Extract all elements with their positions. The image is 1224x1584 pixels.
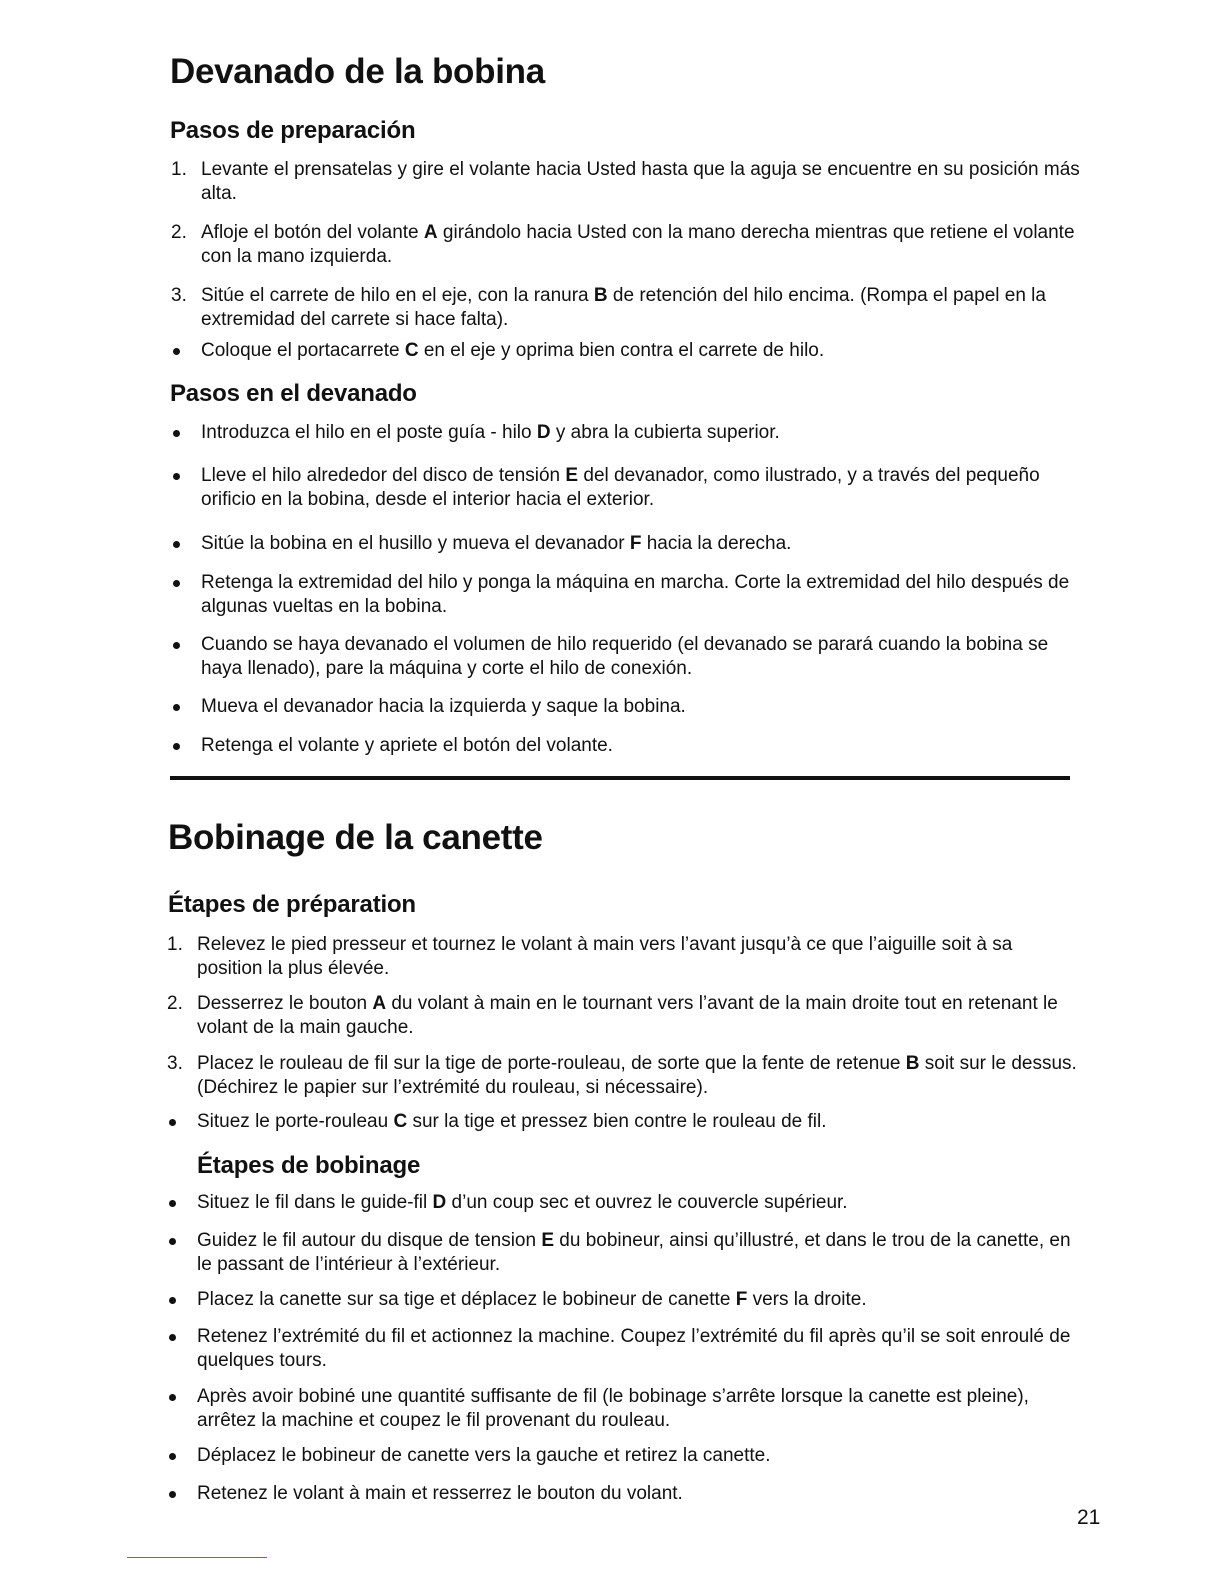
part-label: D	[536, 422, 551, 443]
list-item	[197, 1191, 1077, 1215]
bullet-marker	[173, 430, 180, 437]
list-item	[171, 221, 1081, 269]
item-text: del devanador, como ilustrado, y a través del pequeño orificio en la bobina, desde el interior hacia el exterior.	[201, 465, 1040, 510]
list-item	[197, 1482, 1077, 1506]
list-item	[197, 1288, 1077, 1312]
list-item	[197, 1110, 1077, 1134]
list-item	[201, 532, 1081, 556]
bullet-marker	[173, 348, 180, 355]
list-item	[201, 633, 1081, 681]
item-text: Sitúe la bobina en el husillo y mueva el devanador	[201, 533, 630, 554]
list-item	[201, 571, 1081, 619]
bullet-marker	[173, 580, 180, 587]
list-number: 2.	[171, 222, 187, 243]
bullet-marker	[169, 1119, 176, 1126]
bullet-marker	[169, 1238, 176, 1245]
list-item	[201, 734, 1081, 758]
list-item	[197, 1444, 1077, 1468]
item-text: Placez le rouleau de fil sur la tige de porte-rouleau, de sorte que la fente de retenue	[197, 1053, 906, 1074]
item-text: Retenez l’extrémité du fil et actionnez la machine. Coupez l’extrémité du fil après qu’il se soit enroulé de quelques tours.	[197, 1326, 1071, 1371]
item-text: Retenez le volant à main et resserrez le bouton du volant.	[197, 1483, 683, 1504]
bullet-marker	[173, 473, 180, 480]
section-divider	[170, 776, 1070, 780]
list-item	[167, 1052, 1077, 1100]
item-text: Coloque el portacarrete	[201, 340, 405, 361]
item-text: du volant à main en le tournant vers l’avant de la main droite tout en retenant le volant de la main gauche.	[197, 993, 1058, 1038]
item-text: soit sur le dessus. (Déchirez le papier sur l’extrémité du rouleau, si nécessaire).	[197, 1053, 1077, 1098]
item-text: Retenga el volante y apriete el botón del volante.	[201, 735, 613, 756]
part-label: A	[423, 222, 438, 243]
bullet-marker	[173, 743, 180, 750]
list-number: 2.	[167, 993, 183, 1014]
spanish-prep-heading: Pasos de preparación	[170, 117, 416, 144]
bullet-marker	[169, 1297, 176, 1304]
item-text: en el eje y oprima bien contra el carrete de hilo.	[418, 340, 825, 361]
item-text: Déplacez le bobineur de canette vers la gauche et retirez la canette.	[197, 1445, 771, 1466]
spanish-winding-heading: Pasos en el devanado	[170, 380, 417, 407]
part-label: E	[565, 465, 579, 486]
part-label: C	[393, 1111, 408, 1132]
part-label: D	[432, 1192, 447, 1213]
footer-mark	[127, 1557, 267, 1558]
bullet-marker	[173, 704, 180, 711]
item-text: Desserrez le bouton	[197, 993, 373, 1014]
list-number: 3.	[167, 1053, 183, 1074]
item-text: d’un coup sec et ouvrez le couvercle supérieur.	[446, 1192, 848, 1213]
item-text: y abra la cubierta superior.	[550, 422, 780, 443]
part-label: C	[404, 340, 419, 361]
item-text: Afloje el botón del volante	[201, 222, 424, 243]
item-text: girándolo hacia Usted con la mano derecha mientras que retiene el volante con la mano izquierda.	[201, 222, 1075, 267]
french-winding-heading: Étapes de bobinage	[197, 1152, 421, 1179]
bullet-marker	[173, 642, 180, 649]
item-text: Lleve el hilo alrededor del disco de tensión	[201, 465, 566, 486]
item-text: Retenga la extremidad del hilo y ponga la máquina en marcha. Corte la extremidad del hilo después de algunas vueltas en la bobina.	[201, 572, 1070, 617]
bullet-marker	[169, 1491, 176, 1498]
spanish-title: Devanado de la bobina	[170, 52, 545, 91]
list-item	[197, 1229, 1077, 1277]
list-item	[171, 158, 1081, 206]
item-text: vers la droite.	[747, 1289, 867, 1310]
list-item	[197, 1325, 1077, 1373]
bullet-marker	[173, 541, 180, 548]
item-text: sur la tige et pressez bien contre le rouleau de fil.	[407, 1111, 827, 1132]
list-item	[197, 1385, 1077, 1433]
bullet-marker	[169, 1453, 176, 1460]
list-item	[201, 339, 1081, 363]
page-number: 21	[1077, 1506, 1101, 1529]
item-text: Relevez le pied presseur et tournez le volant à main vers l’avant jusqu’à ce que l’aiguille soit à sa position la plus élevée.	[197, 934, 1013, 979]
list-item	[201, 421, 1081, 445]
list-number: 1.	[167, 934, 183, 955]
bullet-marker	[169, 1394, 176, 1401]
bullet-marker	[169, 1334, 176, 1341]
part-label: F	[735, 1289, 748, 1310]
item-text: Levante el prensatelas y gire el volante hacia Usted hasta que la aguja se encuentre en su posición más alta.	[201, 159, 1080, 204]
item-text: Guidez le fil autour du disque de tension	[197, 1230, 542, 1251]
part-label: B	[593, 285, 608, 306]
list-number: 3.	[171, 285, 187, 306]
french-prep-heading: Étapes de préparation	[168, 891, 416, 918]
item-text: hacia la derecha.	[641, 533, 792, 554]
part-label: A	[372, 993, 387, 1014]
french-title: Bobinage de la canette	[168, 818, 543, 857]
part-label: F	[629, 533, 642, 554]
item-text: Introduzca el hilo en el poste guía - hilo	[201, 422, 537, 443]
part-label: B	[905, 1053, 920, 1074]
item-text: Cuando se haya devanado el volumen de hilo requerido (el devanado se parará cuando la bobina se haya llenado), pare la máquina y corte el hilo de conexión.	[201, 634, 1049, 679]
item-text: du bobineur, ainsi qu’illustré, et dans le trou de la canette, en le passant de l’intérieur à l’extérieur.	[197, 1230, 1071, 1275]
item-text: Situez le fil dans le guide-fil	[197, 1192, 433, 1213]
list-number: 1.	[171, 159, 187, 180]
list-item	[201, 695, 1081, 719]
list-item	[167, 933, 1077, 981]
item-text: Mueva el devanador hacia la izquierda y saque la bobina.	[201, 696, 686, 717]
item-text: Sitúe el carrete de hilo en el eje, con la ranura	[201, 285, 594, 306]
list-item	[201, 464, 1081, 512]
list-item	[167, 992, 1077, 1040]
bullet-marker	[169, 1200, 176, 1207]
item-text: de retención del hilo encima. (Rompa el papel en la extremidad del carrete si hace falta).	[201, 285, 1046, 330]
item-text: Après avoir bobiné une quantité suffisante de fil (le bobinage s’arrête lorsque la canette est pleine), arrêtez la machine et coupez le fil provenant du rouleau.	[197, 1386, 1029, 1431]
item-text: Placez la canette sur sa tige et déplacez le bobineur de canette	[197, 1289, 736, 1310]
item-text: Situez le porte-rouleau	[197, 1111, 394, 1132]
part-label: E	[541, 1230, 555, 1251]
list-item	[171, 284, 1081, 332]
